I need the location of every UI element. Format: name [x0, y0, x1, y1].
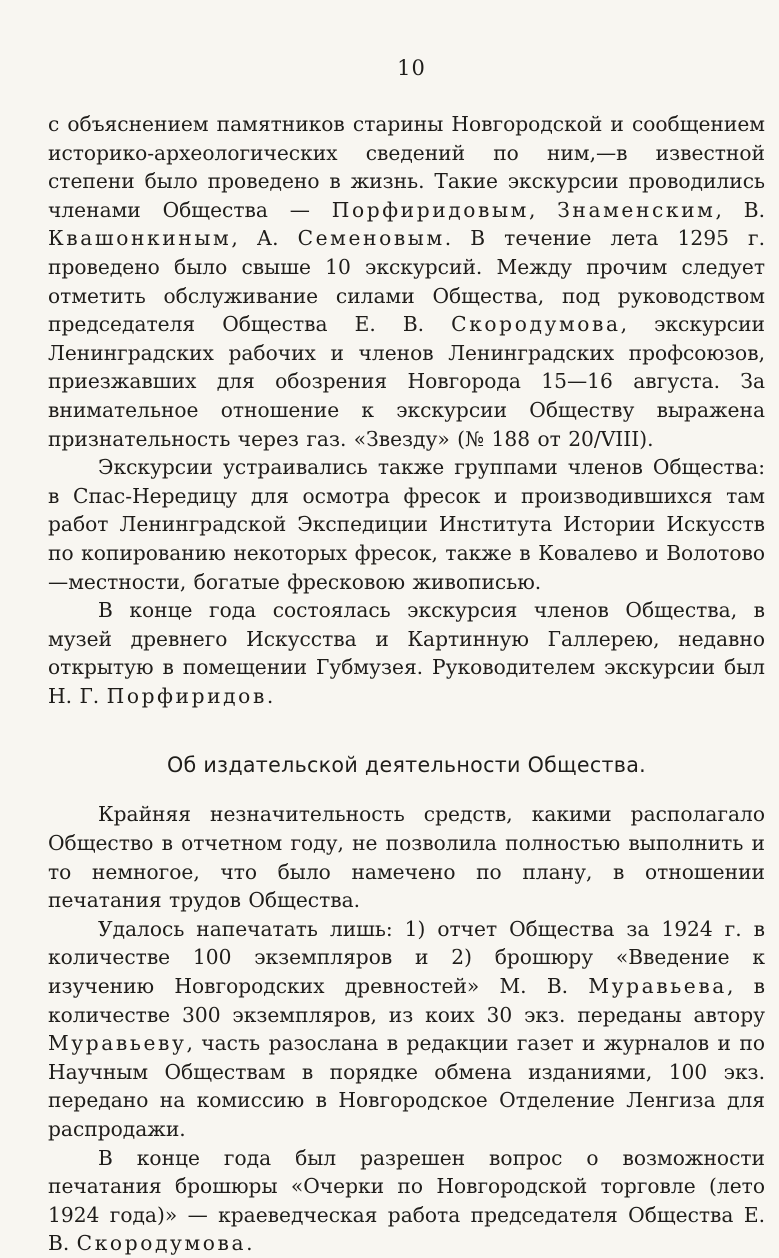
- page-number: 10: [397, 56, 426, 80]
- text-run: с объяснением памятников старины Новгородской и сообщением историко-археологических сведений по ним,—в известной степени было проведено в жизнь. Такие экскурсии проводились членами Общества —: [48, 112, 765, 222]
- spaced-name: Порфиридов: [106, 683, 267, 708]
- text-run: .: [246, 1231, 253, 1256]
- spaced-name: Семеновым: [297, 226, 445, 251]
- text-run: В конце года был разрешен вопрос о возможности печатания брошюры «Очерки по Новгородской торговле (лето 1924 года)» — краеведческая работа председателя Общества Е. В.: [48, 1145, 765, 1256]
- paragraph-brochure: [48, 1144, 765, 1258]
- paragraph-group-excursions: Экскурсии устраивались также группами членов Общества: в Спас-Нередицу для осмотра фресок и производившихся там работ Ленинградской Экспедиции Института Истории Искусств по копированию некоторых фресок, также в Ковалево и Волотово—местности, богатые фресковою живописью.: [48, 455, 765, 594]
- paragraph-funding: Крайняя незначительность средств, какими располагало Общество в отчетном году, не позволила полностью выполнить и то немногое, что было намечено по плану, в отношении печатания трудов Общества.: [48, 802, 765, 913]
- spaced-name: Знаменским: [557, 197, 716, 222]
- text-run: В конце года состоялась экскурсия членов Общества, в музей древнего Искусства и Картинную Галлерею, недавно открытую в помещении Губмузея. Руководителем экскурсии был Н. Г.: [48, 598, 765, 708]
- text-run: ,: [528, 197, 558, 222]
- spaced-name: Квашонкиным: [48, 226, 232, 251]
- spaced-name: Порфиридовым: [331, 197, 529, 222]
- paragraph-excursions: [48, 110, 765, 453]
- section-heading: Об издательской деятельности Общества.: [166, 753, 647, 779]
- text-run: , экскурсии Ленинградских рабочих и членов Ленинградских профсоюзов, приезжавших для обозрения Новгорода 15—16 августа. За внимательное отношение к экскурсии Обществу выражена признательность через газ. «Звезду» (№ 188 от 20/VIII).: [48, 312, 765, 451]
- text-run: , В.: [715, 197, 765, 222]
- spaced-name: Муравьева: [588, 974, 727, 999]
- text-run: Удалось напечатать лишь: 1) отчет Общества за 1924 г. в количестве 100 экземпляров и 2) брошюру «Введение к изучению Новгородских древностей» М. В.: [48, 916, 765, 999]
- paragraph-museum-excursion: [48, 596, 765, 710]
- text-run: , А.: [231, 226, 298, 251]
- paragraph-publications: [48, 915, 765, 1144]
- text-run: , часть разослана в редакции газет и журналов и по Научным Обществам в порядке обмена изданиями, 100 экз. передано на комиссию в Новгородское Отделение Ленгиза для распродажи.: [48, 1031, 765, 1141]
- spaced-name: Муравьеву: [48, 1031, 187, 1056]
- text-run: , в количестве 300 экземпляров, из коих 30 экз. переданы автору: [48, 974, 765, 1027]
- spaced-name: Скородумова: [451, 312, 621, 337]
- spaced-name: Скородумова: [76, 1231, 247, 1256]
- text-run: . В течение лета 1295 г. проведено было свыше 10 экскурсий. Между прочим следует отметить обслуживание силами Общества, под руководством председателя Общества Е. В.: [48, 226, 765, 337]
- text-run: .: [266, 683, 274, 708]
